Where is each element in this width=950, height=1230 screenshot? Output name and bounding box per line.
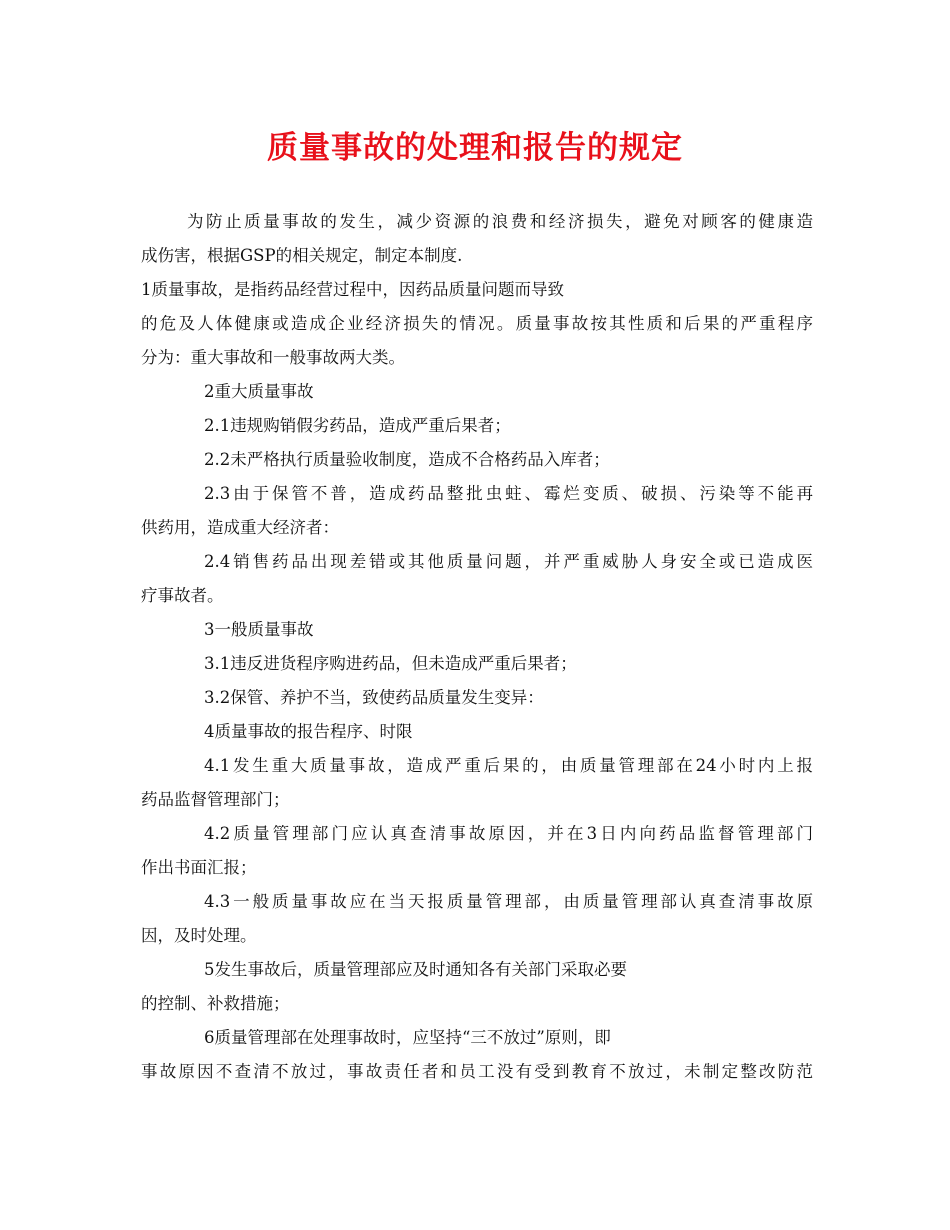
paragraph-line: 作出书面汇报； [141,858,257,877]
paragraph-line: 6质量管理部在处理事故时，应坚持“三不放过”原则，即 [204,1028,611,1047]
paragraph-line: 为防止质量事故的发生，减少资源的浪费和经济损失，避免对顾客的健康造 [187,212,813,231]
section-heading: 2重大质量事故 [204,382,314,401]
paragraph-line: 4.1发生重大质量事故，造成严重后果的，由质量管理部在24小时内上报 [204,756,813,775]
paragraph-line: 4.2质量管理部门应认真查清事故原因，并在3日内向药品监督管理部门 [204,824,813,843]
paragraph-line: 药品监督管理部门； [141,790,290,809]
section-heading: 3一般质量事故 [204,620,314,639]
paragraph-line: 分为：重大事故和一般事故两大类。 [141,348,405,367]
paragraph-line: 的危及人体健康或造成企业经济损失的情况。质量事故按其性质和后果的严重程序 [141,314,813,333]
paragraph-line: 2.1违规购销假劣药品，造成严重后果者； [204,416,511,435]
paragraph-line: 4.3一般质量事故应在当天报质量管理部，由质量管理部认真查清事故原 [204,892,813,911]
paragraph-line: 的控制、补救措施； [141,994,290,1013]
paragraph-line: 事故原因不查清不放过，事故责任者和员工没有受到教育不放过，未制定整改防范 [141,1062,813,1081]
document-body [141,205,813,1089]
document-title: 质量事故的处理和报告的规定 [267,130,683,166]
paragraph-line: 2.4销售药品出现差错或其他质量问题，并严重威胁人身安全或已造成医 [204,552,813,571]
paragraph-line: 2.2未严格执行质量验收制度，造成不合格药品入库者； [204,450,610,469]
paragraph-line: 供药用，造成重大经济者： [141,518,339,537]
paragraph-line: 2.3由于保管不普，造成药品整批虫蛀、霉烂变质、破损、污染等不能再 [204,484,813,503]
paragraph-line: 5发生事故后，质量管理部应及时通知各有关部门采取必要 [204,960,627,979]
paragraph-line: 因，及时处理。 [141,926,257,945]
section-heading: 4质量事故的报告程序、时限 [204,722,413,741]
paragraph-line: 疗事故者。 [141,586,224,605]
paragraph-line: 1质量事故，是指药品经营过程中，因药品质量问题而导致 [141,280,564,299]
paragraph-line: 3.1违反进货程序购进药品，但未造成严重后果者； [204,654,577,673]
paragraph-line: 成伤害，根据GSP的相关规定，制定本制度. [141,246,463,265]
paragraph-line: 3.2保管、养护不当，致使药品质量发生变异： [204,688,544,707]
